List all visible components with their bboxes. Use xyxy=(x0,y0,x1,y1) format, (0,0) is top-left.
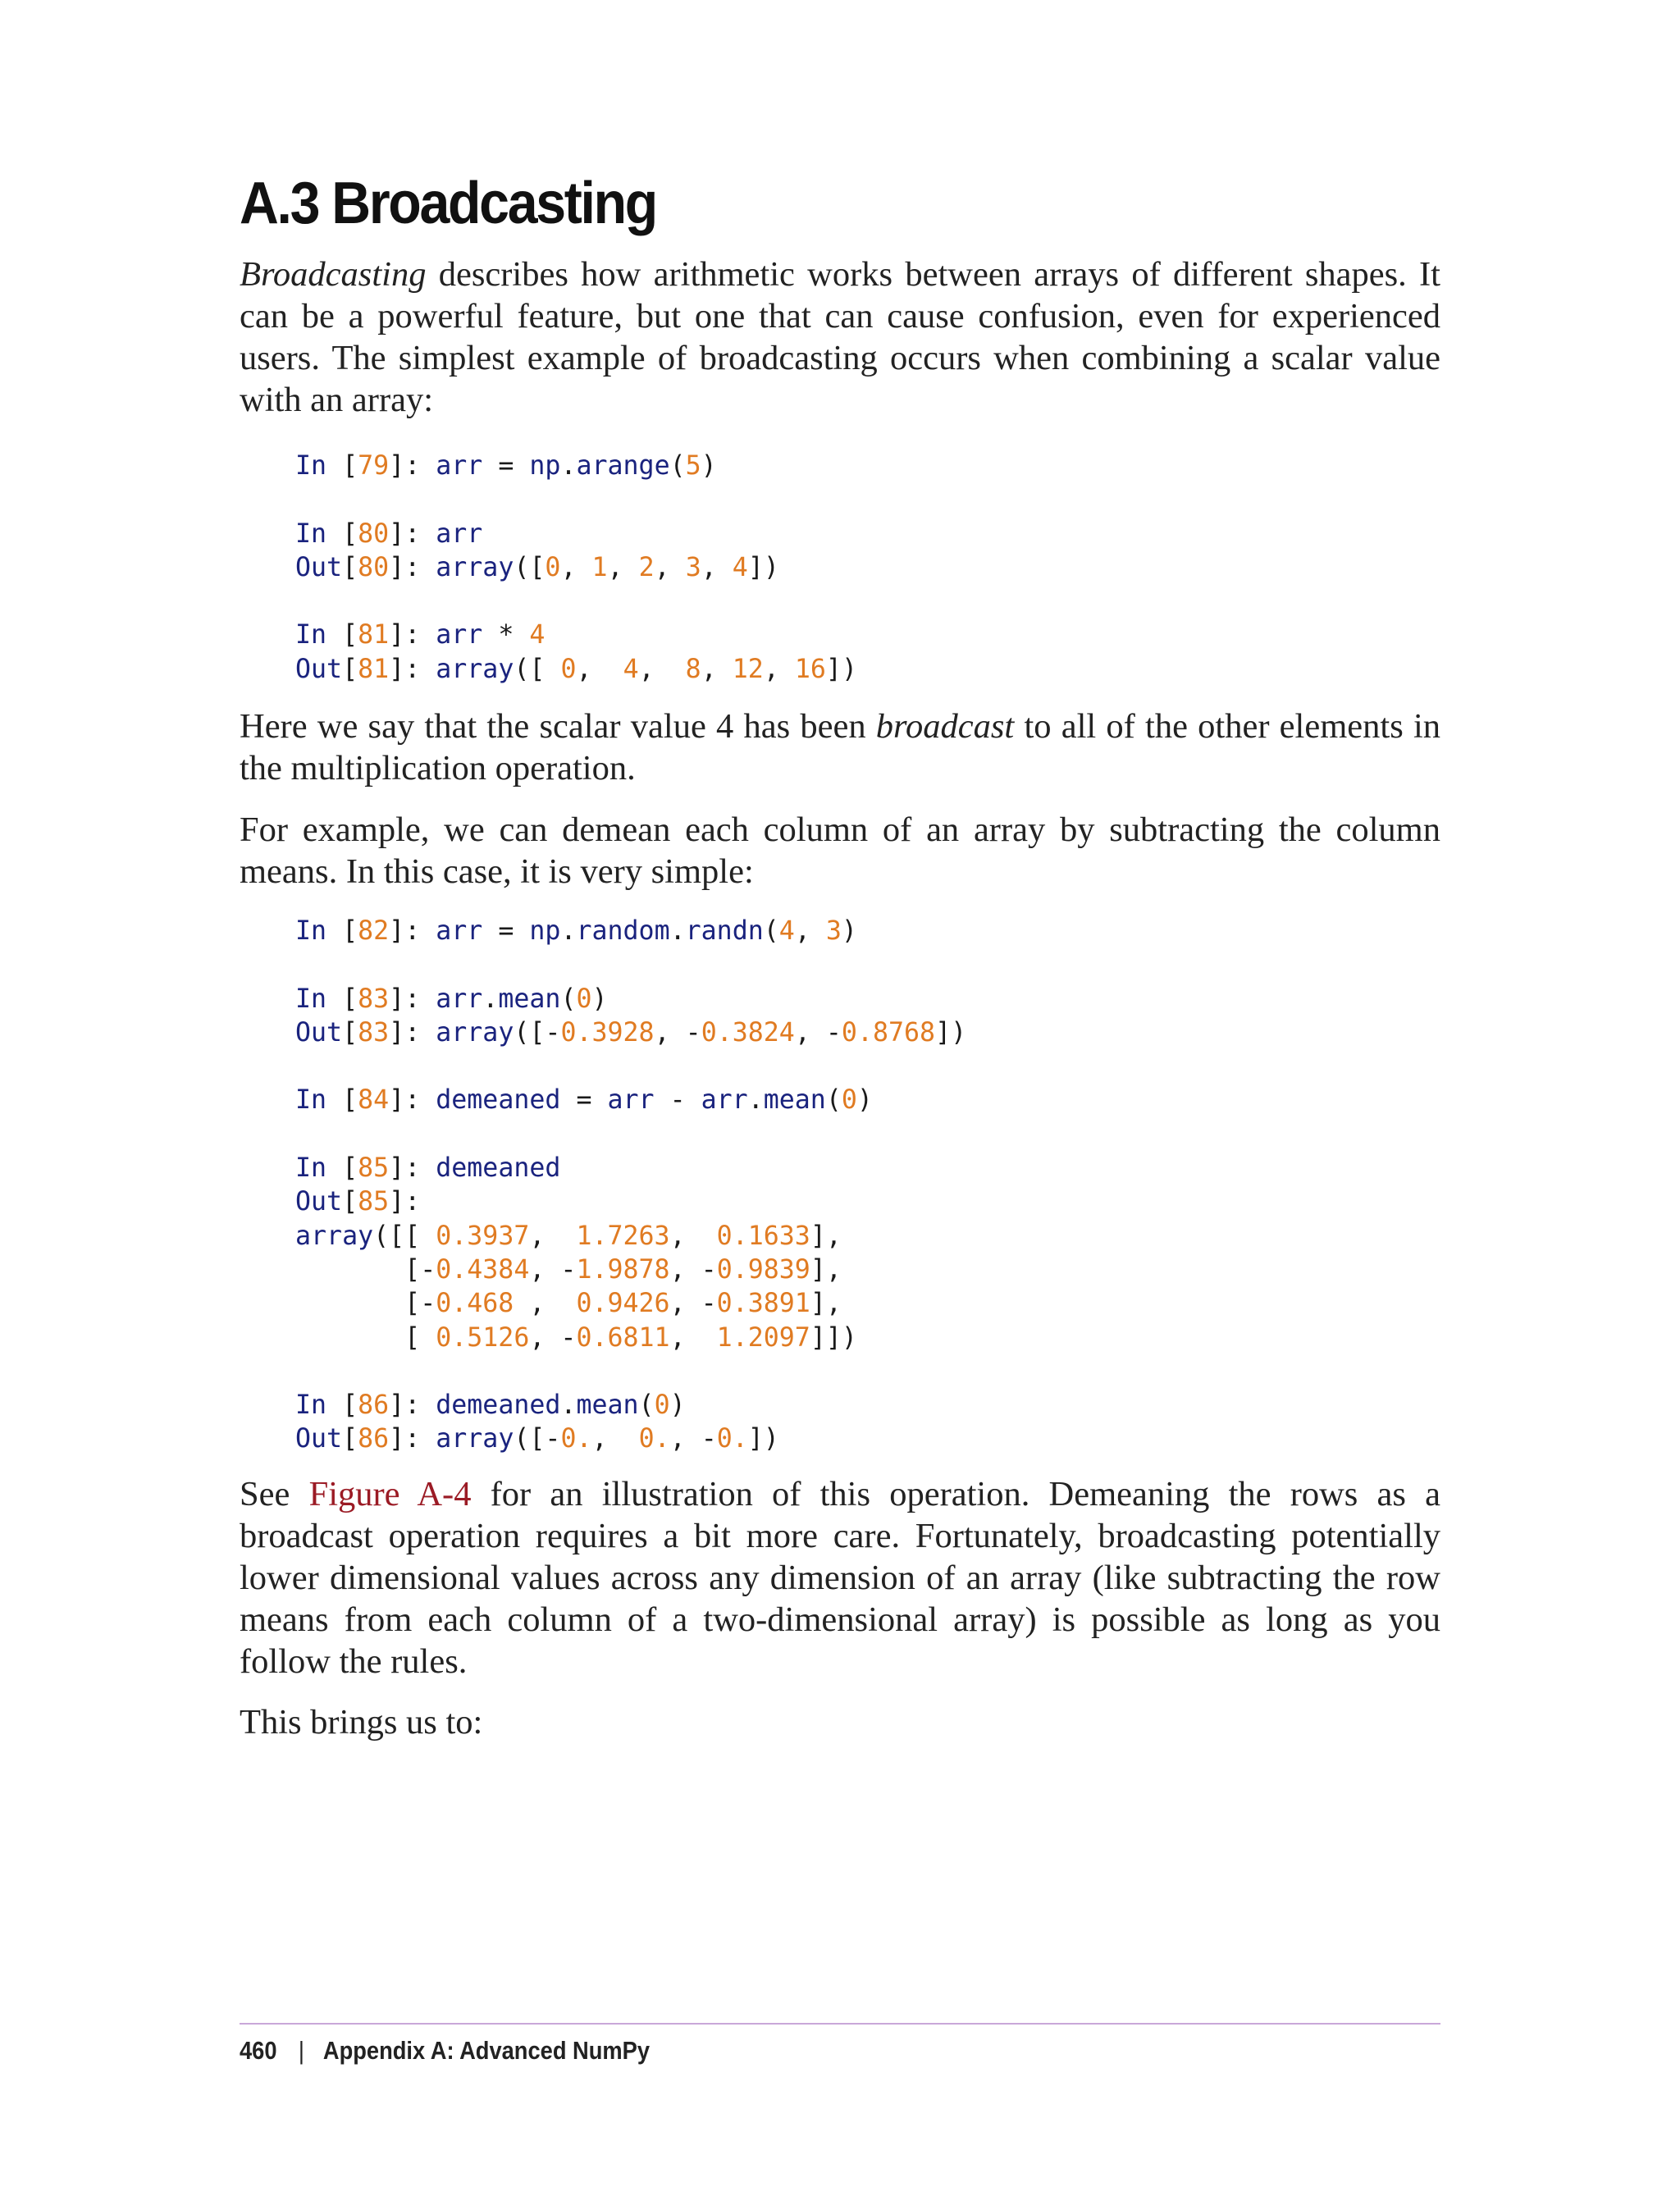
code-line: In [83]: arr.mean(0) xyxy=(295,984,608,1014)
code-line: Out[83]: array([-0.3928, -0.3824, -0.8768]) xyxy=(295,1017,967,1048)
code-line: In [86]: demeaned.mean(0) xyxy=(295,1390,686,1421)
code-block-scalar xyxy=(295,450,857,687)
footer-rule xyxy=(240,2023,1440,2025)
figure-paragraph: See Figure A-4 for an illustration of this operation. Demeaning the rows as a broadcast operation requires a bit more care. Fortunately, broadcasting potentially lower dimensional values across any dimension of an array (like subtracting the row means from each column of a two-dimensional array) is possible as long as you follow the rules. xyxy=(240,1475,1440,1681)
code-line: [-0.468 , 0.9426, -0.3891], xyxy=(404,1289,842,1319)
code-line: In [80]: arr xyxy=(295,518,483,549)
intro-paragraph xyxy=(240,253,1440,421)
section-heading: A.3 Broadcasting xyxy=(240,171,656,236)
code-line: In [84]: demeaned = arr - arr.mean(0) xyxy=(295,1085,873,1116)
term-broadcasting: Broadcasting xyxy=(240,255,427,294)
broadcast-paragraph: Here we say that the scalar value 4 has been broadcast to all of the other elements in the multiplication operation. xyxy=(240,707,1441,788)
code-line: In [82]: arr = np.random.randn(4, 3) xyxy=(295,916,857,946)
chapter-title: Appendix A: Advanced NumPy xyxy=(322,2036,651,2065)
page-footer xyxy=(240,2034,650,2067)
demean-paragraph: For example, we can demean each column of an array by subtracting the column means. In this case, it is very simple: xyxy=(240,810,1440,891)
code-line: Out[80]: array([0, 1, 2, 3, 4]) xyxy=(295,552,779,582)
intro-paragraph-text: describes how arithmetic works between arrays of different shapes. It can be a powerful feature, but one that can cause confusion, even for experienced users. The simplest example of broadcasting occurs when combining a scalar value with an array: xyxy=(240,255,1440,419)
code-line: [-0.4384, -1.9878, -0.9839], xyxy=(404,1254,842,1285)
term-broadcast: broadcast xyxy=(875,707,1015,746)
code-line: Out[85]: xyxy=(295,1187,421,1217)
code-block-demean xyxy=(295,915,966,1457)
closing-paragraph: This brings us to: xyxy=(240,1703,483,1742)
code-line: array([[ 0.3937, 1.7263, 0.1633], xyxy=(295,1221,842,1251)
page-number: 460 xyxy=(240,2036,277,2065)
code-line: In [85]: demeaned xyxy=(295,1153,561,1184)
book-page xyxy=(240,0,1440,2205)
code-line: In [79]: arr = np.arange(5) xyxy=(295,451,717,481)
code-line: [ 0.5126, -0.6811, 1.2097]]) xyxy=(404,1322,857,1353)
code-line: Out[86]: array([-0., 0., -0.]) xyxy=(295,1424,779,1454)
code-line: In [81]: arr * 4 xyxy=(295,620,546,651)
figure-a4-link[interactable]: Figure A-4 xyxy=(308,1475,472,1513)
code-line: Out[81]: array([ 0, 4, 8, 12, 16]) xyxy=(295,654,857,684)
footer-separator: | xyxy=(298,2036,305,2065)
